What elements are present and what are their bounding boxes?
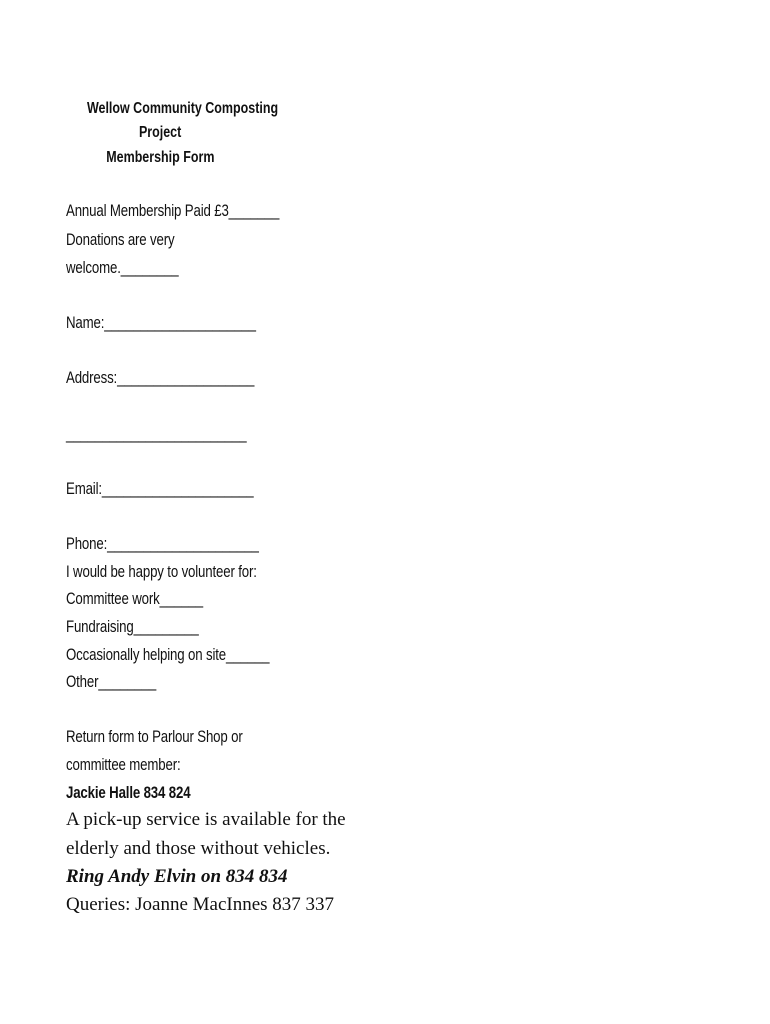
form-title-line1: Wellow Community Composting <box>86 100 279 117</box>
form-title-line2: Project <box>138 124 182 141</box>
pickup-service-line1: A pick-up service is available for the <box>66 809 346 830</box>
annual-membership-line: Annual Membership Paid £3_______ <box>66 201 280 220</box>
ring-andy-line: Ring Andy Elvin on 834 834 <box>66 866 288 887</box>
donations-line2: welcome.________ <box>66 258 179 277</box>
return-instructions-line2: committee member: <box>66 755 181 774</box>
committee-work-option: Committee work______ <box>66 589 203 608</box>
donations-line1: Donations are very <box>66 230 175 249</box>
phone-field: Phone:_____________________ <box>66 534 259 553</box>
fundraising-option: Fundraising_________ <box>66 617 199 636</box>
queries-line: Queries: Joanne MacInnes 837 337 <box>66 894 335 915</box>
contact-jackie: Jackie Halle 834 824 <box>66 783 191 802</box>
other-option: Other________ <box>66 672 157 691</box>
return-instructions-line1: Return form to Parlour Shop or <box>66 727 243 746</box>
helping-on-site-option: Occasionally helping on site______ <box>66 645 270 664</box>
email-field: Email:_____________________ <box>66 479 254 498</box>
volunteer-intro: I would be happy to volunteer for: <box>66 562 257 581</box>
address-field: Address:___________________ <box>66 368 255 387</box>
form-title-line3: Membership Form <box>105 149 215 166</box>
pickup-service-line2: elderly and those without vehicles. <box>66 838 331 859</box>
name-field: Name:_____________________ <box>66 313 256 332</box>
address-line2-field: _________________________ <box>66 424 247 443</box>
